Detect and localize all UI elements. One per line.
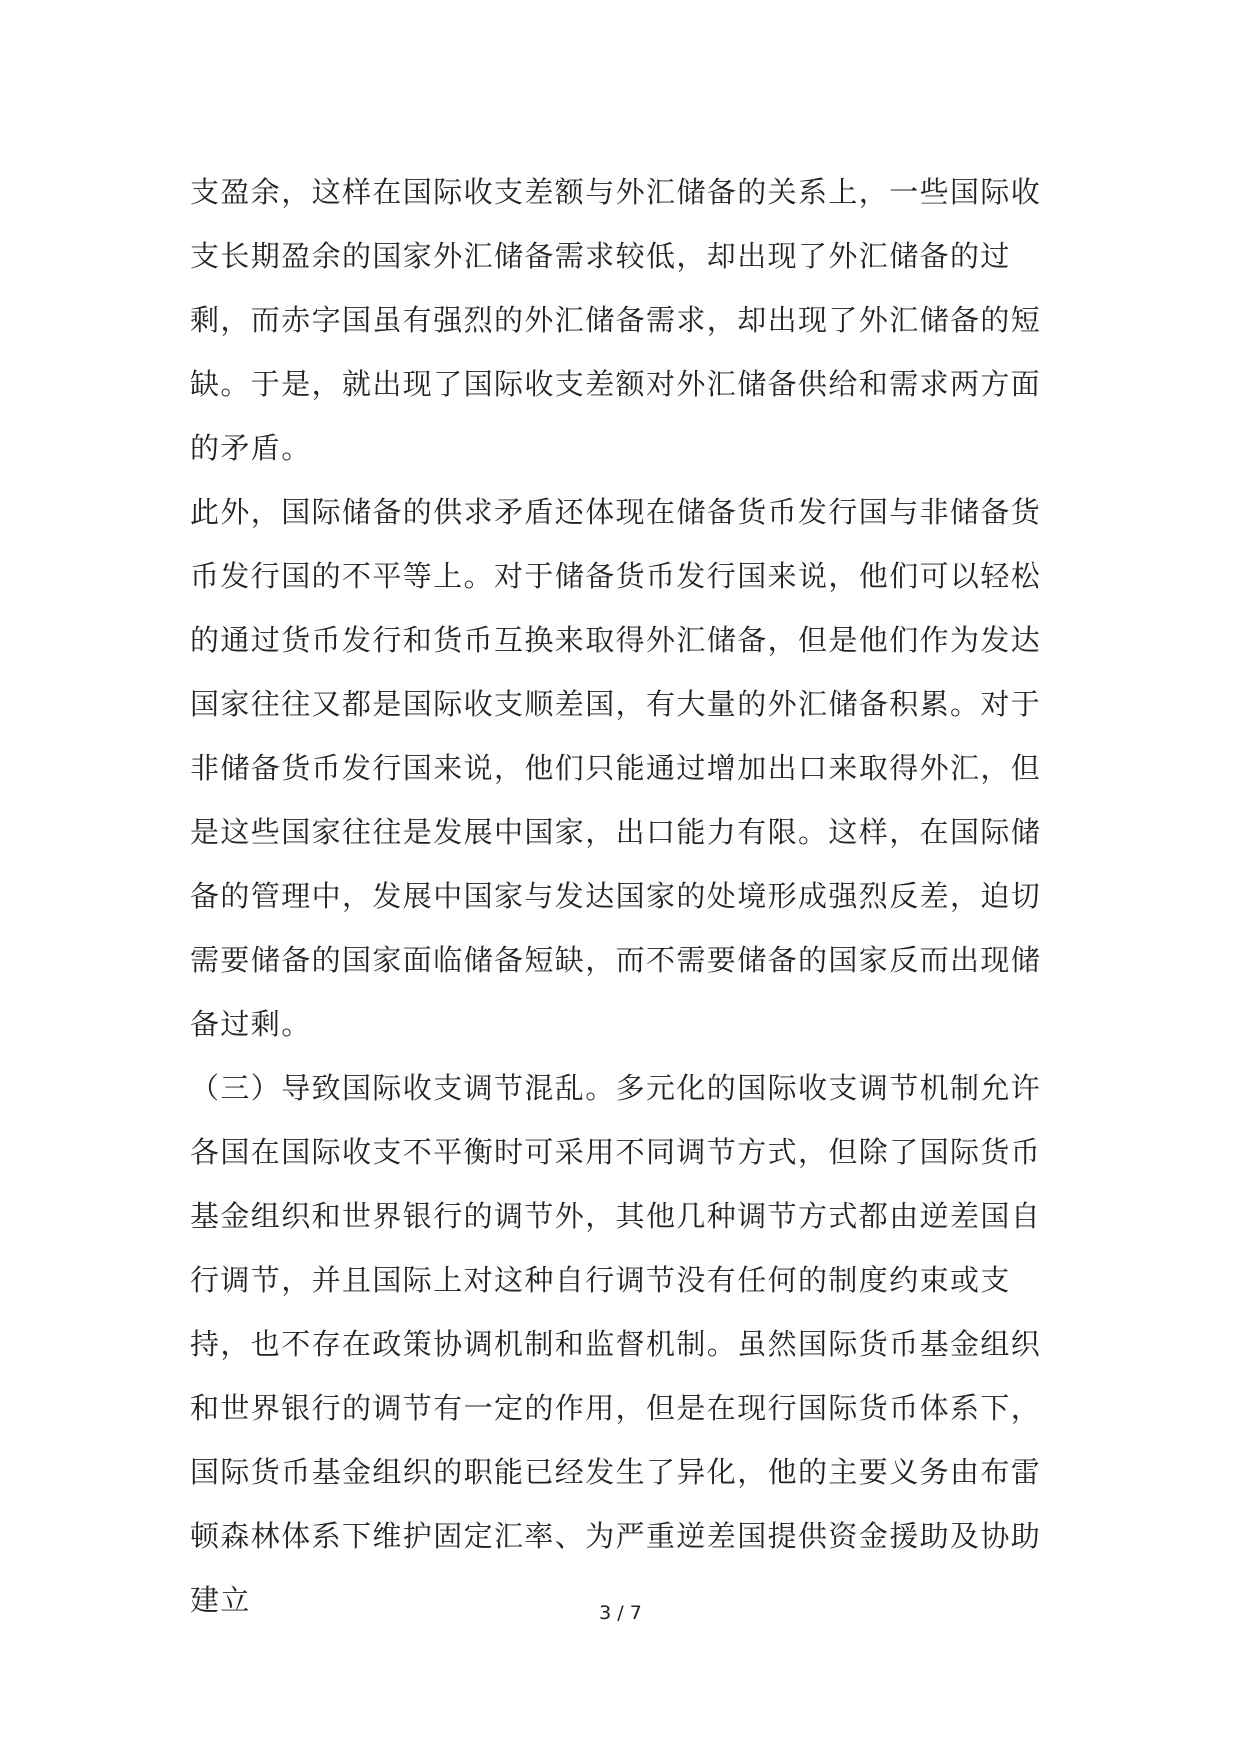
- paragraph-2: 此外，国际储备的供求矛盾还体现在储备货币发行国与非储备货币发行国的不平等上。对于储备货币发行国来说，他们可以轻松的通过货币发行和货币互换来取得外汇储备，但是他们作为发达国家往往又都是国际收支顺差国，有大量的外汇储备积累。对于非储备货币发行国来说，他们只能通过增加出口来取得外汇，但是这些国家往往是发展中国家，出口能力有限。这样，在国际储备的管理中，发展中国家与发达国家的处境形成强烈反差，迫切需要储备的国家面临储备短缺，而不需要储备的国家反而出现储备过剩。: [190, 495, 1042, 1041]
- paragraph-3: （三）导致国际收支调节混乱。多元化的国际收支调节机制允许各国在国际收支不平衡时可采用不同调节方式，但除了国际货币基金组织和世界银行的调节外，其他几种调节方式都由逆差国自行调节，并且国际上对这种自行调节没有任何的制度约束或支持，也不存在政策协调机制和监督机制。虽然国际货币基金组织和世界银行的调节有一定的作用，但是在现行国际货币体系下，国际货币基金组织的职能已经发生了异化，他的主要义务由布雷顿森林体系下维护固定汇率、为严重逆差国提供资金援助及协助建立: [190, 1071, 1042, 1617]
- paragraph-1: 支盈余，这样在国际收支差额与外汇储备的关系上，一些国际收支长期盈余的国家外汇储备需求较低，却出现了外汇储备的过剩，而赤字国虽有强烈的外汇储备需求，却出现了外汇储备的短缺。于是，就出现了国际收支差额对外汇储备供给和需求两方面的矛盾。: [190, 175, 1042, 465]
- page-number: 3 / 7: [599, 1602, 642, 1624]
- body-text: [190, 160, 1070, 1632]
